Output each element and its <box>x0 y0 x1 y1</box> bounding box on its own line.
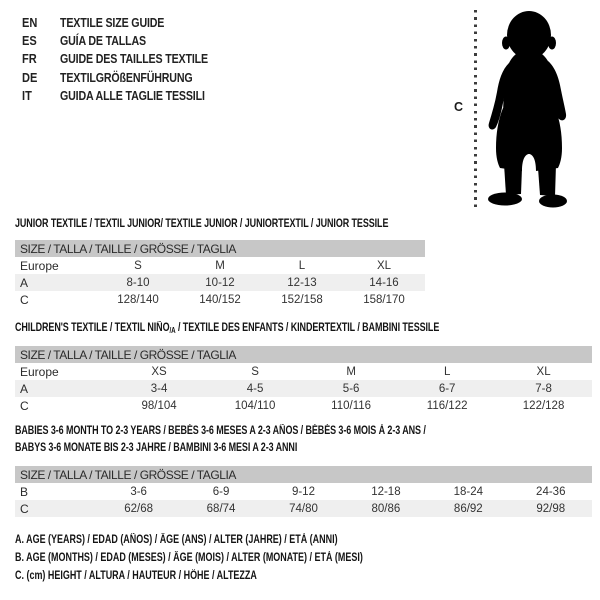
size-value-cell: 74/80 <box>262 500 344 517</box>
size-value-cell: L <box>443 365 451 378</box>
row-label: A <box>15 274 97 291</box>
size-value-cell: 3-6 <box>130 485 147 498</box>
size-value-cell: 158/170 <box>363 293 405 306</box>
table-row <box>15 397 592 414</box>
language-title: GUÍA DE TALLAS <box>60 33 146 49</box>
size-value-cell: 9-12 <box>291 485 315 498</box>
size-value-cell: 6-7 <box>399 380 495 397</box>
table-row <box>15 363 592 380</box>
language-row-it <box>22 87 240 105</box>
language-title: TEXTILGRÖßENFÜHRUNG <box>60 69 193 85</box>
language-title: GUIDA ALLE TAGLIE TESSILI <box>60 88 205 104</box>
size-value-cell: 110/116 <box>331 399 372 412</box>
language-title: TEXTILE SIZE GUIDE <box>60 14 165 30</box>
size-value-cell: 18-24 <box>453 485 484 498</box>
size-value-cell: 92/98 <box>510 500 592 517</box>
size-value-cell: 116/122 <box>426 399 468 412</box>
row-label: A <box>15 380 111 397</box>
table-row <box>15 483 592 500</box>
size-header-bar: SIZE / TALLA / TAILLE / GRÖSSE / TAGLIA <box>15 240 425 257</box>
size-value-cell: 3-4 <box>111 380 207 397</box>
babies-title-line1: BABIES 3-6 MONTH TO 2-3 YEARS / BEBÉS 3-6 MESES A 2-3 AÑOS / BÉBÉS 3-6 MOIS À 2-3 ANS / <box>15 425 426 437</box>
size-value-cell: 24-36 <box>536 485 566 498</box>
table-row <box>15 291 425 308</box>
children-title-pre: CHILDREN'S TEXTILE / TEXTIL NIÑO <box>15 322 170 334</box>
children-title-sub: /A <box>169 326 176 335</box>
size-value-cell: S <box>251 365 259 378</box>
language-title: GUIDE DES TAILLES TEXTILE <box>60 51 208 67</box>
size-value-cell: 152/158 <box>281 293 323 306</box>
size-value-cell: S <box>134 259 142 272</box>
height-measure-label: C <box>454 100 464 114</box>
size-value-cell: 98/104 <box>141 399 177 412</box>
language-code: IT <box>22 88 32 104</box>
size-header-bar: SIZE / TALLA / TAILLE / GRÖSSE / TAGLIA <box>15 346 592 363</box>
language-list <box>22 13 240 105</box>
table-row <box>15 500 592 517</box>
language-row-en <box>22 13 240 31</box>
junior-section-title <box>15 216 388 233</box>
row-label: C <box>15 500 97 517</box>
size-value-cell: 6-9 <box>212 485 230 498</box>
size-value-cell: 104/110 <box>234 399 276 412</box>
row-label: Europe <box>20 258 59 273</box>
row-label: Europe <box>20 364 59 379</box>
size-header-bar: SIZE / TALLA / TAILLE / GRÖSSE / TAGLIA <box>15 466 592 483</box>
size-value-cell: XS <box>151 365 167 378</box>
size-value-cell: 7-8 <box>495 380 592 397</box>
children-section-title <box>15 320 439 339</box>
note-age-years: A. AGE (YEARS) / EDAD (AÑOS) / ÂGE (ANS) / ALTER (JAHRE) / ETÀ (ANNI) <box>15 534 338 546</box>
table-row <box>15 274 425 291</box>
size-value-cell: XL <box>536 365 551 378</box>
legend-notes <box>15 531 461 586</box>
children-title-post: / TEXTILE DES ENFANTS / KINDERTEXTIL / BAMBINI TESSILE <box>175 322 440 334</box>
row-label: B <box>20 484 29 499</box>
size-value-cell: 14-16 <box>343 274 425 291</box>
size-value-cell: M <box>215 259 225 272</box>
babies-size-table <box>15 466 592 517</box>
toddler-silhouette-icon <box>480 8 580 210</box>
size-value-cell: 86/92 <box>427 500 509 517</box>
language-row-fr <box>22 50 240 68</box>
size-value-cell: L <box>298 259 306 272</box>
children-size-table <box>15 346 592 414</box>
size-value-cell: 12-13 <box>261 274 343 291</box>
size-value-cell: 10-12 <box>179 274 261 291</box>
babies-section-title <box>15 423 426 457</box>
size-value-cell: 140/152 <box>199 293 241 306</box>
height-dotted-line <box>474 10 477 211</box>
row-label: C <box>20 292 29 307</box>
row-label: C <box>20 398 29 413</box>
size-value-cell: 68/74 <box>180 500 262 517</box>
size-value-cell: 62/68 <box>97 500 179 517</box>
junior-section-title-text: JUNIOR TEXTILE / TEXTIL JUNIOR/ TEXTILE JUNIOR / JUNIORTEXTIL / JUNIOR TESSILE <box>15 218 389 230</box>
note-age-months: B. AGE (MONTHS) / EDAD (MESES) / ÂGE (MOIS) / ALTER (MONATE) / ETÀ (MESI) <box>15 552 363 565</box>
language-code: EN <box>22 14 38 30</box>
size-value-cell: 80/86 <box>345 500 427 517</box>
size-value-cell: 5-6 <box>303 380 399 397</box>
language-code: DE <box>22 69 38 85</box>
table-row <box>15 257 425 274</box>
junior-size-table <box>15 240 425 308</box>
language-row-es <box>22 31 240 49</box>
size-value-cell: 128/140 <box>117 293 159 306</box>
language-code: ES <box>22 33 37 49</box>
note-height-cm: C. (cm) HEIGHT / ALTURA / HAUTEUR / HÖHE / ALTEZZA <box>15 570 257 583</box>
language-code: FR <box>22 51 37 67</box>
language-row-de <box>22 68 240 86</box>
size-value-cell: 8-10 <box>97 274 179 291</box>
size-value-cell: XL <box>376 259 392 272</box>
size-value-cell: 122/128 <box>522 399 565 412</box>
size-value-cell: M <box>346 365 356 378</box>
size-value-cell: 12-18 <box>371 485 401 498</box>
table-row <box>15 380 592 397</box>
size-value-cell: 4-5 <box>207 380 303 397</box>
babies-title-line2: BABYS 3-6 MONATE BIS 2-3 JAHRE / BAMBINI 3-6 MESI A 2-3 ANNI <box>15 442 298 454</box>
